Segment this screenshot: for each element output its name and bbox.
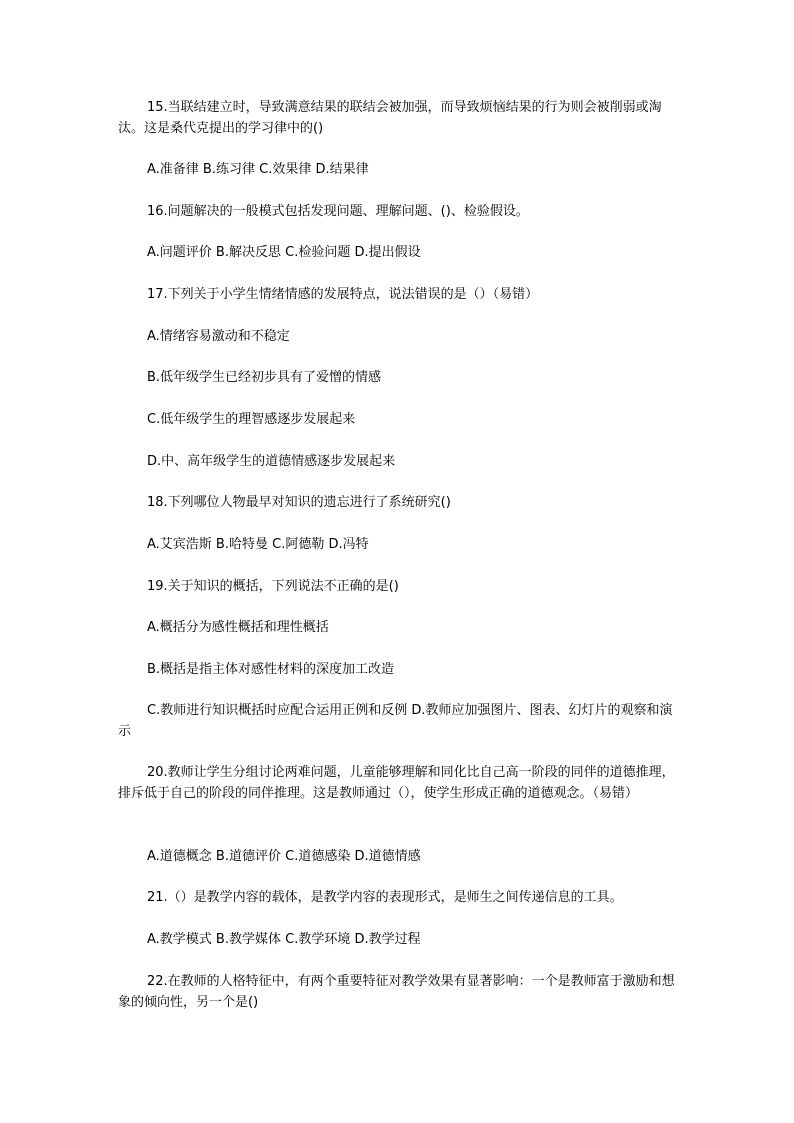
question-17-option-b: B.低年级学生已经初步具有了爱憎的情感 <box>147 370 382 385</box>
question-19-option-b: B.概括是指主体对感性材料的深度加工改造 <box>147 662 395 677</box>
question-21-stem: 21.（）是教学内容的载体，是教学内容的表现形式，是师生之间传递信息的工具。 <box>147 890 623 905</box>
question-20-options: A.道德概念 B.道德评价 C.道德感染 D.道德情感 <box>147 849 421 864</box>
question-18-options: A.艾宾浩斯 B.哈特曼 C.阿德勒 D.冯特 <box>147 537 369 552</box>
question-17-option-c: C.低年级学生的理智感逐步发展起来 <box>147 412 356 427</box>
question-16-stem: 16.问题解决的一般模式包括发现问题、理解问题、()、检验假设。 <box>147 204 529 219</box>
question-22-stem: 22.在教师的人格特征中，有两个重要特征对教学效果有显著影响：一个是教师富于激励和想象的倾向性，另一个是() <box>118 974 675 1010</box>
question-17-option-d: D.中、高年级学生的道德情感逐步发展起来 <box>147 454 396 469</box>
question-19-options-cd: C.教师进行知识概括时应配合运用正例和反例 D.教师应加强图片、图表、幻灯片的观察和演示 <box>118 703 673 739</box>
question-18-stem: 18.下列哪位人物最早对知识的遗忘进行了系统研究() <box>147 495 451 510</box>
question-17-stem: 17.下列关于小学生情绪情感的发展特点，说法错误的是（）（易错） <box>147 287 539 302</box>
question-16-options: A.问题评价 B.解决反思 C.检验问题 D.提出假设 <box>147 245 421 260</box>
question-19-stem: 19.关于知识的概括，下列说法不正确的是() <box>147 579 399 594</box>
question-15-stem: 15.当联结建立时，导致满意结果的联结会被加强，而导致烦恼结果的行为则会被削弱或淘汰。这是桑代克提出的学习律中的() <box>118 100 662 136</box>
question-20-stem: 20.教师让学生分组讨论两难问题，儿童能够理解和同化比自己高一阶段的同伴的道德推理，排斥低于自己的阶段的同伴推理。这是教师通过（），使学生形成正确的道德观念。（易错） <box>118 765 675 801</box>
question-15-options: A.准备律 B.练习律 C.效果律 D.结果律 <box>147 162 369 177</box>
question-21-options: A.教学模式 B.教学媒体 C.教学环境 D.教学过程 <box>147 932 421 947</box>
question-17-option-a: A.情绪容易激动和不稳定 <box>147 329 290 344</box>
question-19-option-a: A.概括分为感性概括和理性概括 <box>147 620 329 635</box>
